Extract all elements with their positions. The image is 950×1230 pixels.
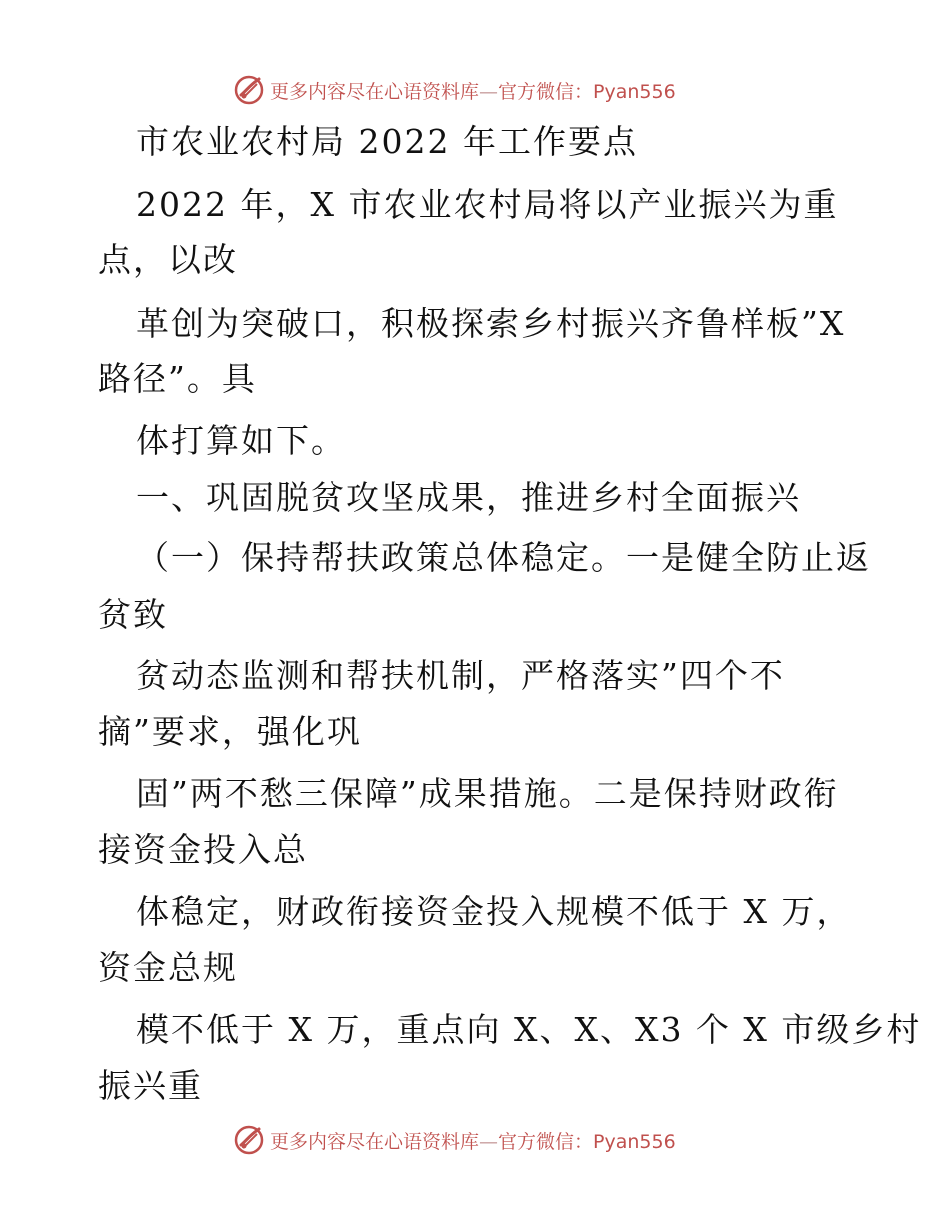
doc-line: 模不低于 X 万，重点向 X、X、X3 个 X 市级乡村 bbox=[136, 1010, 922, 1049]
doc-line: 体稳定，财政衔接资金投入规模不低于 X 万， bbox=[136, 892, 852, 931]
doc-line: 点，以改 bbox=[98, 240, 238, 279]
watermark-dash: — bbox=[479, 80, 499, 103]
doc-line: 2022 年，X 市农业农村局将以产业振兴为重 bbox=[136, 185, 839, 224]
watermark-account: Pyan556 bbox=[593, 80, 676, 103]
watermark-text bbox=[270, 77, 676, 104]
watermark-main: 更多内容尽在心语资料库 bbox=[270, 1130, 480, 1153]
doc-line: 体打算如下。 bbox=[136, 421, 346, 460]
doc-line: 固”两不愁三保障”成果措施。二是保持财政衔 bbox=[136, 774, 839, 813]
doc-title: 市农业农村局 2022 年工作要点 bbox=[136, 122, 638, 161]
watermark-logo-icon bbox=[232, 73, 266, 107]
doc-line: 贫动态监测和帮扶机制，严格落实”四个不 bbox=[136, 656, 785, 695]
watermark-main: 更多内容尽在心语资料库 bbox=[270, 80, 480, 103]
doc-line: 摘”要求，强化巩 bbox=[98, 712, 362, 751]
watermark-banner-top bbox=[232, 72, 676, 108]
watermark-banner-bottom bbox=[232, 1122, 676, 1158]
watermark-logo-icon bbox=[232, 1123, 266, 1157]
doc-line: 接资金投入总 bbox=[98, 830, 308, 869]
doc-line: 革创为突破口，积极探索乡村振兴齐鲁样板”X bbox=[136, 304, 846, 343]
doc-line: 振兴重 bbox=[98, 1066, 203, 1105]
watermark-label: 官方微信： bbox=[498, 80, 594, 103]
watermark-dash: — bbox=[479, 1130, 499, 1153]
watermark-text bbox=[270, 1127, 676, 1154]
section-heading: 一、巩固脱贫攻坚成果，推进乡村全面振兴 bbox=[136, 478, 801, 517]
doc-line: 资金总规 bbox=[98, 948, 238, 987]
doc-line: 路径”。具 bbox=[98, 359, 257, 398]
watermark-account: Pyan556 bbox=[593, 1130, 676, 1153]
watermark-label: 官方微信： bbox=[498, 1130, 594, 1153]
doc-line: （一）保持帮扶政策总体稳定。一是健全防止返 bbox=[136, 538, 871, 577]
doc-line: 贫致 bbox=[98, 595, 168, 634]
